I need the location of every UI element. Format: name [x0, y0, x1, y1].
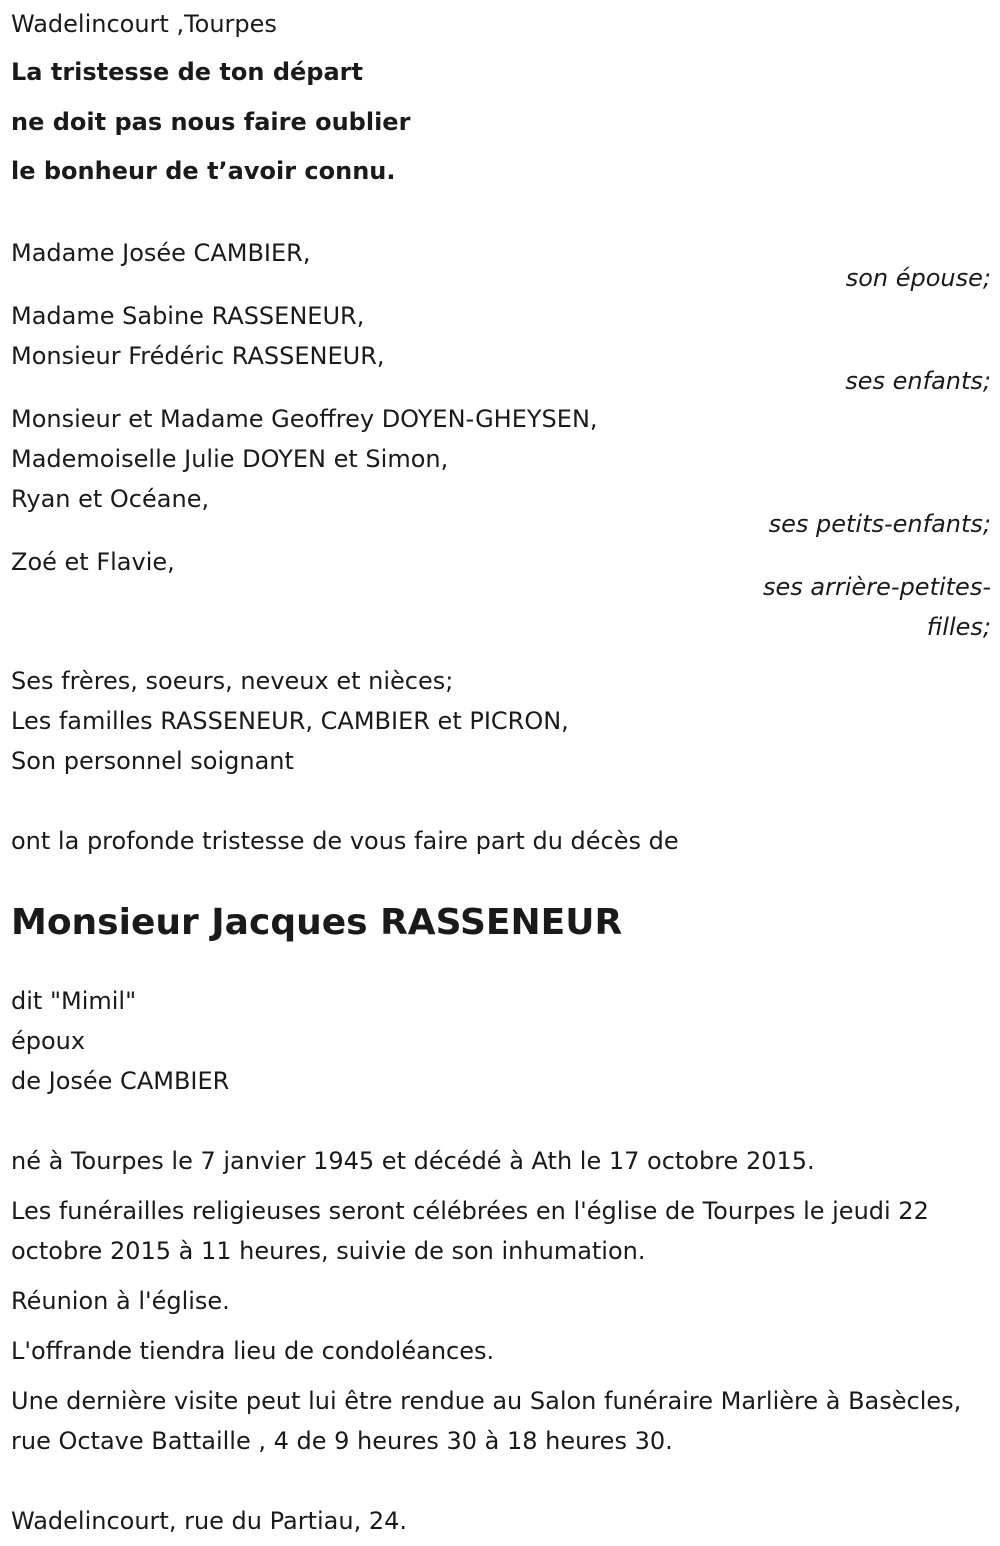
family-group-spouse: [11, 233, 991, 298]
obituary-document: [11, 4, 991, 1541]
others-line: Ses frères, soeurs, neveux et nièces;: [11, 666, 454, 695]
announcement: ont la profonde tristesse de vous faire part du décès de: [11, 826, 679, 855]
poem-line-1: La tristesse de ton départ: [11, 58, 363, 86]
meeting-info: Réunion à l'église.: [11, 1286, 230, 1315]
family-list: [11, 233, 991, 647]
family-name: Ryan et Océane,: [11, 484, 210, 513]
poem: [11, 48, 991, 197]
family-name: Zoé et Flavie,: [11, 547, 175, 576]
funeral-details: Les funérailles religieuses seront célébrées en l'église de Tourpes le jeudi 22 octobre 2015 à 11 heures, suivie de son inhumation.: [11, 1196, 929, 1265]
deceased-spouse: de Josée CAMBIER: [11, 1066, 230, 1095]
others-line: Les familles RASSENEUR, CAMBIER et PICRON,: [11, 706, 569, 735]
family-relation: ses arrière-petites-: [763, 572, 991, 601]
family-name: Monsieur Frédéric RASSENEUR,: [11, 341, 385, 370]
family-relation-continued: filles;: [926, 612, 991, 641]
deceased-name: Monsieur Jacques RASSENEUR: [11, 901, 623, 943]
family-name: Mademoiselle Julie DOYEN et Simon,: [11, 444, 449, 473]
family-relation: ses enfants;: [845, 366, 991, 395]
family-name: Madame Josée CAMBIER,: [11, 238, 311, 267]
family-relation: son épouse;: [845, 263, 991, 292]
deceased-details: [11, 981, 991, 1101]
family-relation: ses petits-enfants;: [768, 509, 991, 538]
header-place: Wadelincourt ,Tourpes: [11, 10, 277, 38]
offering-info: L'offrande tiendra lieu de condoléances.: [11, 1336, 495, 1365]
others-line: Son personnel soignant: [11, 746, 294, 775]
deceased-relation: époux: [11, 1026, 86, 1055]
family-group-children: [11, 296, 991, 401]
others-list: [11, 661, 991, 781]
birth-death: né à Tourpes le 7 janvier 1945 et décédé à Ath le 17 octobre 2015.: [11, 1146, 815, 1175]
address: Wadelincourt, rue du Partiau, 24.: [11, 1506, 408, 1535]
funeral-info: [11, 1141, 991, 1461]
poem-line-2: ne doit pas nous faire oublier: [11, 107, 411, 136]
family-name: Monsieur et Madame Geoffrey DOYEN-GHEYSEN,: [11, 404, 598, 433]
poem-line-3: le bonheur de t’avoir connu.: [11, 157, 396, 185]
family-name: Madame Sabine RASSENEUR,: [11, 301, 365, 330]
visit-info: Une dernière visite peut lui être rendue au Salon funéraire Marlière à Basècles, rue Octave Battaille , 4 de 9 heures 30 à 18 heures 30.: [11, 1386, 962, 1455]
deceased-nickname: dit "Mimil": [11, 986, 137, 1015]
family-group-grandchildren: [11, 399, 991, 544]
family-group-great-grandchildren: [11, 542, 991, 647]
